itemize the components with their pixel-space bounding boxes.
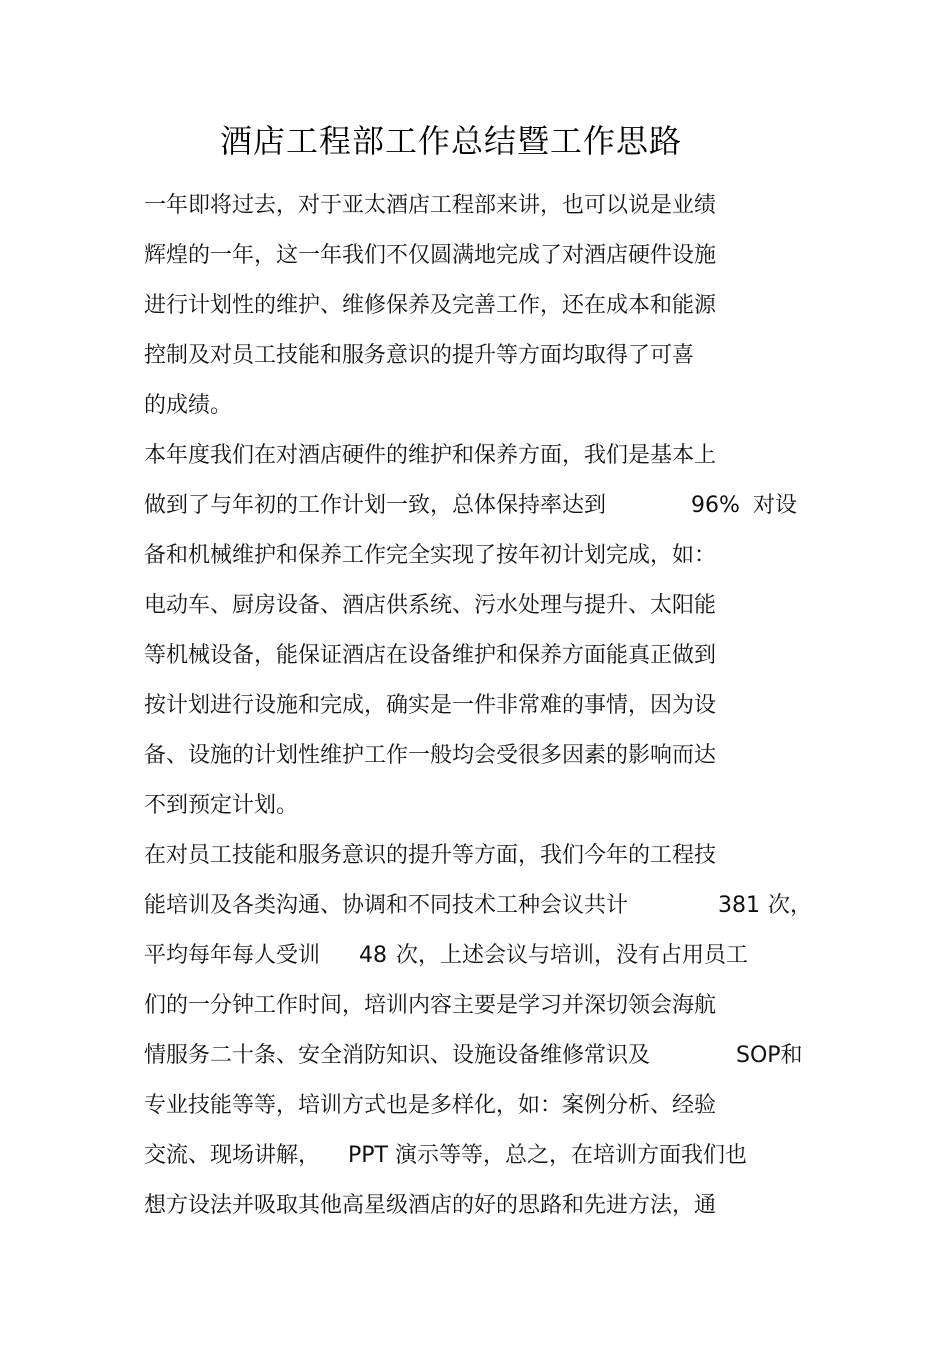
text-run-number: 48 [359,943,387,968]
body-line [144,841,716,871]
text-run: 做到了与年初的工作计划一致，总体保持率达到 [144,493,607,518]
text-run: 等机械设备，能保证酒店在设备维护和保养方面能真正做到 [144,643,717,668]
body-line [144,541,716,571]
text-run: 控制及对员工技能和服务意识的提升等方面均取得了可喜 [144,343,695,368]
text-run: 平均每年每人受训 [144,943,321,968]
text-run-number: 96% [691,493,740,518]
text-run: 按计划进行设施和完成，确实是一件非常难的事情，因为设 [144,693,717,718]
body-line [144,441,716,471]
text-run: 能培训及各类沟通、协调和不同技术工种会议共计 [144,893,629,918]
text-run: 电动车、厨房设备、酒店供系统、污水处理与提升、太阳能 [144,593,717,618]
text-run: 对设 [753,493,798,518]
body-line [144,291,716,321]
text-run: PPT 演示等等，总之，在培训方面我们也 [348,1143,747,1168]
text-run: 情服务二十条、安全消防知识、设施设备维修常识及 [144,1043,651,1068]
body-line [144,241,716,271]
body-line [144,1091,716,1121]
text-run: 不到预定计划。 [144,793,299,818]
body-line [144,791,298,821]
text-run: 的成绩。 [144,393,233,418]
text-run: 们的一分钟工作时间，培训内容主要是学习并深切领会海航 [144,993,717,1018]
text-run: 进行计划性的维护、维修保养及完善工作，还在成本和能源 [144,293,717,318]
text-run: 在对员工技能和服务意识的提升等方面，我们今年的工程技 [144,843,717,868]
body-line [144,691,716,721]
text-run: 备、设施的计划性维护工作一般均会受很多因素的影响而达 [144,743,717,768]
text-run-number: 381 [718,893,760,918]
text-run: 辉煌的一年，这一年我们不仅圆满地完成了对酒店硬件设施 [144,243,717,268]
text-run: 次，上述会议与培训，没有占用员工 [396,943,749,968]
body-line [144,491,824,521]
body-line [144,341,694,371]
body-line [144,191,716,221]
text-run: 备和机械维护和保养工作完全实现了按年初计划完成，如： [144,543,717,568]
body-line [144,991,716,1021]
text-run: 想方设法并吸取其他高星级酒店的好的思路和先进方法，通 [144,1193,717,1218]
body-line [144,1191,716,1221]
text-run-acronym: SOP和 [736,1043,803,1068]
body-line [144,741,716,771]
text-run: 次， [768,893,813,918]
text-run: 一年即将过去，对于亚太酒店工程部来讲，也可以说是业绩 [144,193,717,218]
body-line [144,591,716,621]
body-line [144,391,232,421]
text-run: 专业技能等等，培训方式也是多样化，如：案例分析、经验 [144,1093,717,1118]
text-run: 本年度我们在对酒店硬件的维护和保养方面，我们是基本上 [144,443,717,468]
body-line [144,1041,824,1071]
body-line [144,941,824,971]
body-line [144,891,824,921]
text-run: 交流、现场讲解， [144,1143,321,1168]
body-line [144,641,716,671]
body-line [144,1141,824,1171]
document-title: 酒店工程部工作总结暨工作思路 [219,122,682,160]
